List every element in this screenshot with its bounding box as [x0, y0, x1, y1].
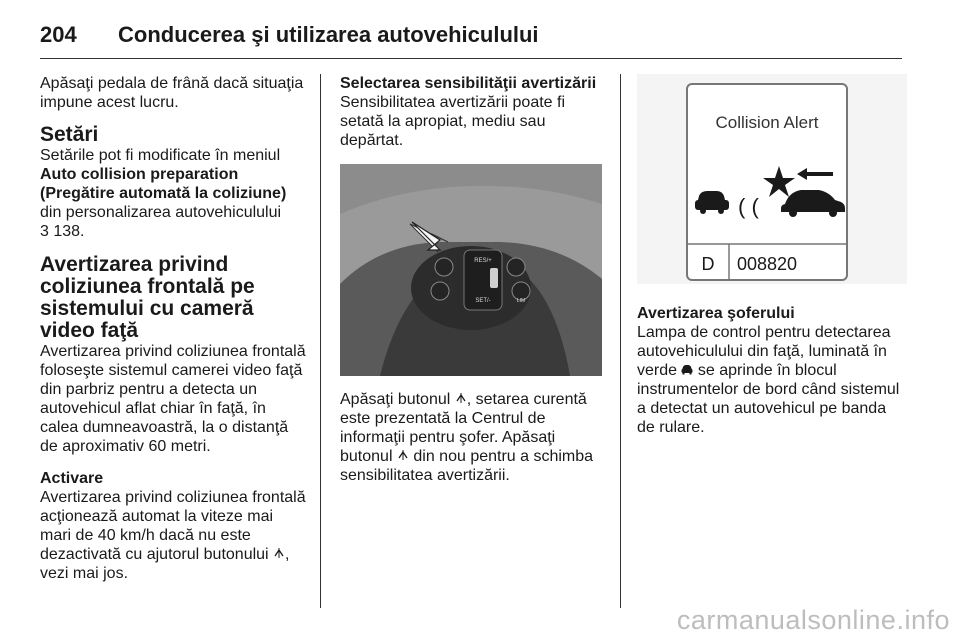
- menu-name: Auto collision preparation (Pregătire automată la coliziune): [40, 166, 287, 202]
- lim-label: LIM: [516, 298, 526, 304]
- page-number: 204: [40, 22, 77, 47]
- collision-button-icon: [273, 545, 285, 564]
- sensitivity-heading: Selectarea sensibilităţii avertizării: [340, 75, 597, 92]
- collision-button-icon: [455, 390, 467, 409]
- vehicle-ahead-lamp-icon: [681, 361, 693, 380]
- collision-alert-display: [637, 74, 907, 284]
- alert-code-letter: D: [701, 254, 715, 274]
- activation-heading: Activare: [40, 470, 104, 487]
- steering-wheel-image: [340, 164, 602, 376]
- chapter-title: Conducerea şi utilizarea autovehiculului: [118, 22, 539, 47]
- intro-paragraph: Apăsaţi pedala de frână dacă situaţia impune acest lucru.: [40, 75, 304, 111]
- column-3: [637, 74, 905, 437]
- press-paragraph: Apăsaţi butonul , setarea curentă este prezentată la Centrul de informaţii pentru şofer. Apăsaţi butonul din nou pentru a schimba sensibilitatea avertizării.: [340, 391, 594, 484]
- alert-title: Collision Alert: [715, 113, 819, 132]
- column-divider-2: [620, 74, 621, 608]
- settings-heading: Setări: [40, 123, 99, 146]
- alert-code: 008820: [737, 254, 798, 274]
- fcw-heading: Avertizarea privind coliziunea frontală pe sistemului cu cameră video faţă: [40, 253, 255, 342]
- driver-warning-heading: Avertizarea şoferului: [637, 305, 795, 322]
- header-divider: [40, 58, 902, 59]
- column-2: [340, 74, 605, 485]
- set-label: SET/-: [475, 298, 491, 304]
- page-reference: 138.: [48, 223, 85, 240]
- activation-paragraph: Avertizarea privind coliziunea frontală acţionează automat la viteze mai mari de 40 km/h dacă nu este dezactivată cu ajutorul butonului , vezi mai jos.: [40, 489, 306, 582]
- collision-button-icon: [397, 447, 409, 466]
- column-divider-1: [320, 74, 321, 608]
- page-header: [40, 18, 902, 56]
- column-1: [40, 74, 308, 583]
- wave-icon: ( (: [738, 194, 759, 219]
- page-reference-icon: 3: [40, 223, 49, 240]
- watermark: carmanualsonline.info: [676, 605, 950, 635]
- sensitivity-paragraph: Sensibilitatea avertizării poate fi setată la apropiat, mediu sau depărtat.: [340, 94, 566, 149]
- fcw-paragraph: Avertizarea privind coliziunea frontală foloseşte sistemul camerei video faţă din parbriz pentru a detecta un autovehicul aflat chiar în faţă, în calea dumneavoastră, la o distanţă de aproximativ 60 metri.: [40, 343, 306, 455]
- settings-paragraph: Setările pot fi modificate în meniul Auto collision preparation (Pregătire automată la coliziune) din personalizarea autovehiculului 3 138.: [40, 147, 287, 240]
- res-label: RES/+: [474, 258, 492, 264]
- driver-warning-paragraph: Lampa de control pentru detectarea autovehiculului din faţă, luminată în verde se aprinde în blocul instrumentelor de bord când sistemul a detectat un autovehicul pe banda de rulare.: [637, 324, 900, 436]
